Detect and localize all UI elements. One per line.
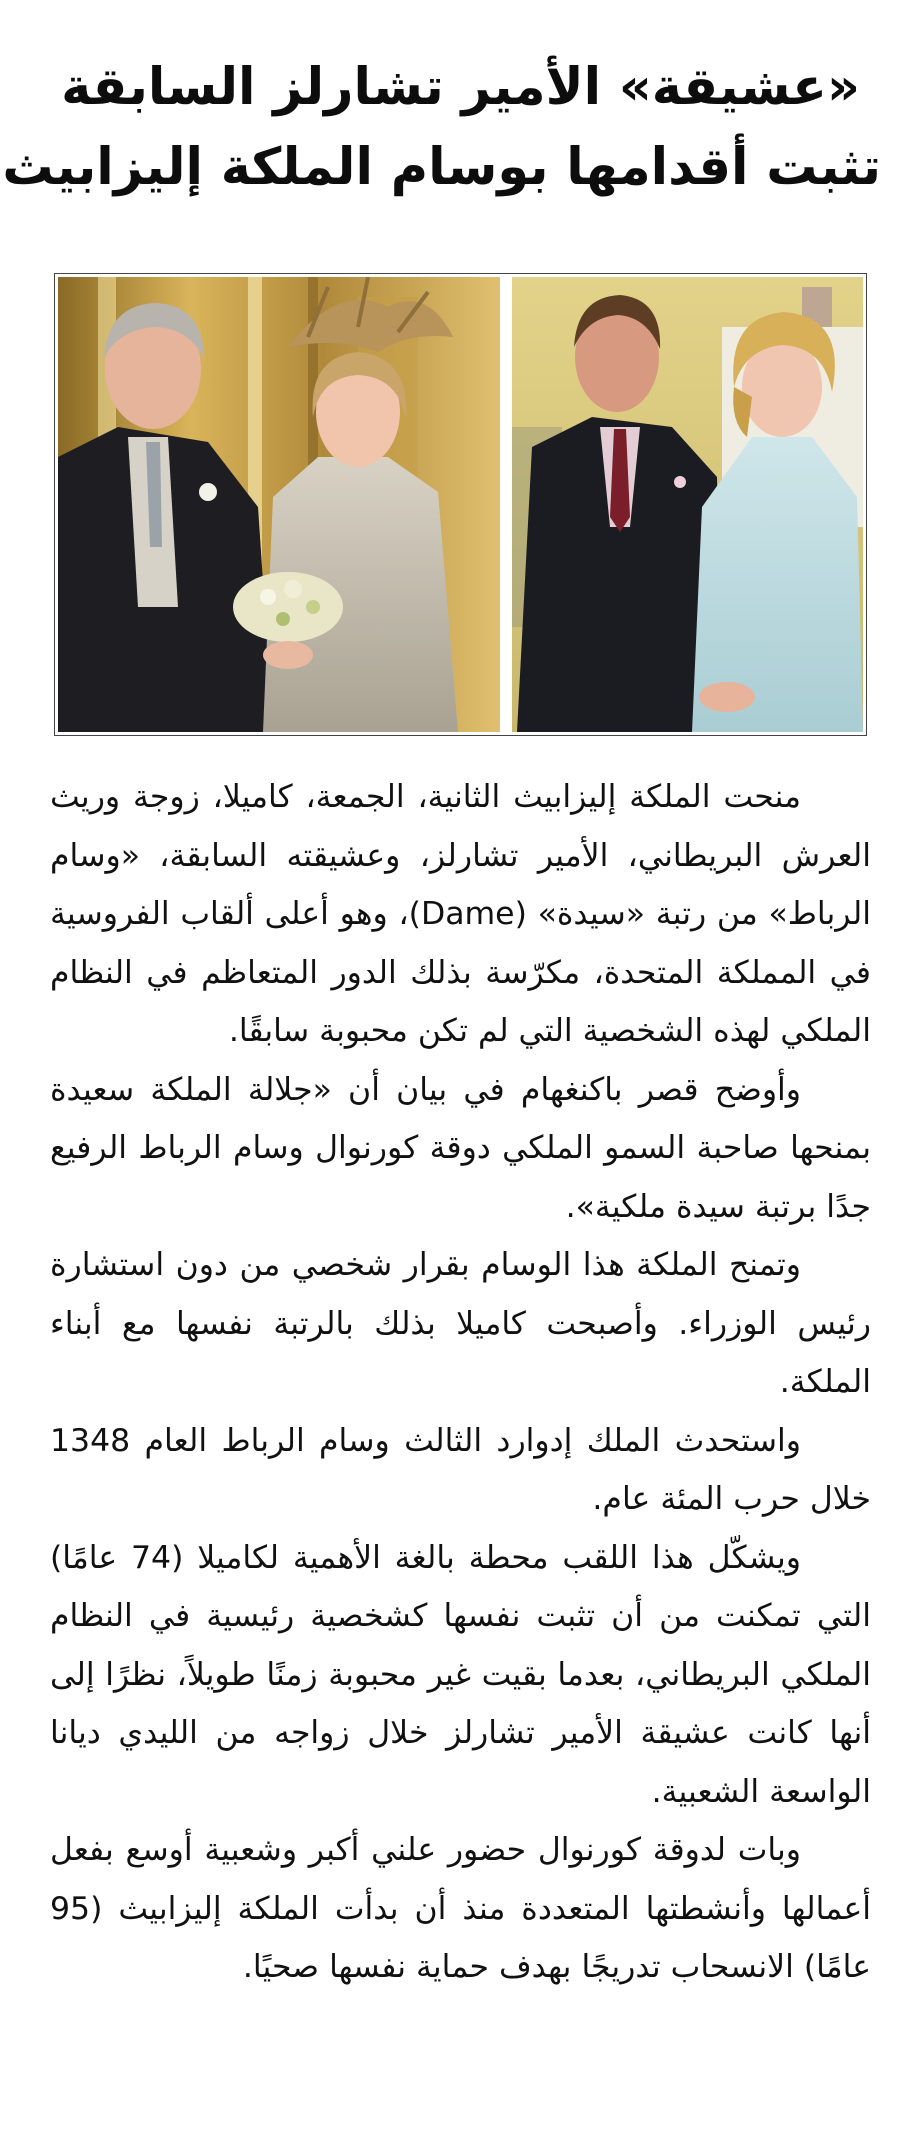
article-paragraph: منحت الملكة إليزابيث الثانية، الجمعة، كاميلا، زوجة وريث العرش البريطاني، الأمير تشارلز، وعشيقته السابقة، «وسام الرباط» من رتبة «سيدة» (Dame)، وهو أعلى ألقاب الفروسية في المملكة المتحدة، مكرّسة بذلك الدور المتعاظم في النظام الملكي لهذه الشخصية التي لم تكن محبوبة سابقًا. xyxy=(50,779,871,1049)
article-paragraph: واستحدث الملك إدوارد الثالث وسام الرباط العام 1348 خلال حرب المئة عام. xyxy=(50,1422,871,1517)
article-body xyxy=(50,768,871,1997)
article-paragraph: وتمنح الملكة هذا الوسام بقرار شخصي من دون استشارة رئيس الوزراء. وأصبحت كاميلا بذلك بالرتبة نفسها مع أبناء الملكة. xyxy=(50,1247,871,1400)
couple-photo xyxy=(512,277,863,732)
wedding-photo-image xyxy=(58,277,500,732)
headline-line-2: تثبت أقدامها بوسام الملكة إليزابيث xyxy=(2,138,881,197)
article-paragraph: وأوضح قصر باكنغهام في بيان أن «جلالة الملكة سعيدة بمنحها صاحبة السمو الملكي دوقة كورنوال وسام الرباط الرفيع جدًا برتبة سيدة ملكية». xyxy=(50,1071,871,1225)
couple-photo-image xyxy=(512,277,863,732)
wedding-photo xyxy=(58,277,500,732)
article-paragraph: ويشكّل هذا اللقب محطة بالغة الأهمية لكاميلا (74 عامًا) التي تمكنت من أن تثبت نفسها كشخصية رئيسية في النظام الملكي البريطاني، بعدما بقيت غير محبوبة زمنًا طويلاً، نظرًا إلى أنها كانت عشيقة الأمير تشارلز خلال زواجه من الليدي ديانا الواسعة الشعبية. xyxy=(50,1539,871,1810)
article-paragraph: وبات لدوقة كورنوال حضور علني أكبر وشعبية أوسع بفعل أعمالها وأنشطتها المتعددة منذ أن بدأت الملكة إليزابيث (95 عامًا) الانسحاب تدريجًا بهدف حماية نفسها صحيًا. xyxy=(50,1832,871,1985)
headline-line-1: «عشيقة» الأمير تشارلز السابقة xyxy=(61,58,860,117)
article-headline xyxy=(2,48,881,208)
photo-frame xyxy=(54,273,867,736)
